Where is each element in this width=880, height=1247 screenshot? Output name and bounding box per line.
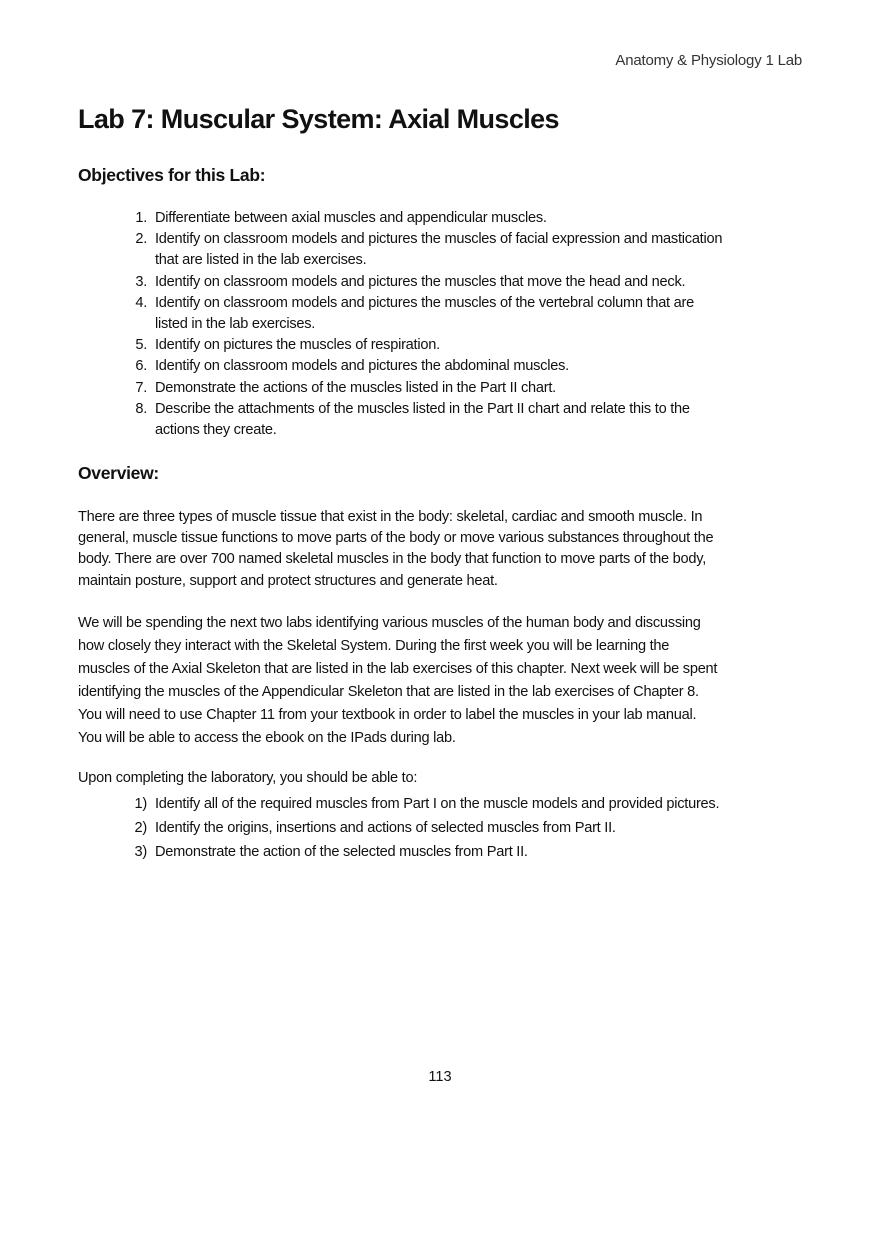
paragraph-line: maintain posture, support and protect structures and generate heat. [78, 572, 498, 589]
objective-item [120, 229, 722, 271]
objective-item [120, 208, 722, 229]
objective-text-line: Identify on classroom models and pictures the muscles of the vertebral column that are [155, 294, 695, 311]
objective-text-line: Differentiate between axial muscles and appendicular muscles. [155, 210, 547, 226]
objective-number: 4. [135, 294, 147, 311]
outcome-item [120, 817, 719, 841]
objective-text-line: listed in the lab exercises. [155, 316, 316, 333]
outcome-item [120, 841, 719, 865]
outcome-number: 3) [134, 843, 147, 860]
paragraph-line: We will be spending the next two labs identifying various muscles of the human body and discussing [78, 615, 701, 631]
overview-heading: Overview: [78, 463, 159, 483]
page-title: Lab 7: Muscular System: Axial Muscles [78, 104, 559, 134]
objective-text-line: actions they create. [155, 422, 277, 439]
paragraph-line: You will be able to access the ebook on the IPads during lab. [78, 729, 456, 746]
outcomes-intro: Upon completing the laboratory, you should be able to: [78, 770, 418, 786]
page-number: 113 [428, 1069, 452, 1085]
outcome-text: Identify the origins, insertions and actions of selected muscles from Part II. [155, 819, 616, 836]
objective-text-line: Identify on classroom models and pictures the muscles that move the head and neck. [155, 273, 686, 290]
outcome-number: 2) [134, 819, 147, 836]
objective-text-line: Identify on pictures the muscles of respiration. [155, 337, 440, 354]
objective-number: 7. [135, 379, 147, 396]
paragraph-line: body. There are over 700 named skeletal muscles in the body that function to move parts of the body, [78, 551, 707, 568]
objective-text-line: Identify on classroom models and pictures the muscles of facial expression and mastication [155, 231, 723, 248]
objective-text-line: Identify on classroom models and pictures the abdominal muscles. [155, 358, 569, 375]
paragraph-line: identifying the muscles of the Appendicular Skeleton that are listed in the lab exercises of Chapter 8. [78, 683, 699, 700]
objective-number: 3. [135, 273, 147, 290]
objective-number: 6. [135, 358, 147, 375]
running-header: Anatomy & Physiology 1 Lab [615, 52, 802, 69]
objectives-heading: Objectives for this Lab: [78, 165, 266, 185]
objective-text-line: that are listed in the lab exercises. [155, 252, 367, 269]
paragraph-line: muscles of the Axial Skeleton that are listed in the lab exercises of this chapter. Next week will be spent [78, 660, 718, 677]
objective-number: 1. [135, 210, 147, 226]
outcome-item [120, 793, 719, 817]
objective-number: 8. [135, 400, 147, 417]
objective-item [120, 378, 722, 399]
objective-item [120, 293, 722, 335]
paragraph-line: You will need to use Chapter 11 from your textbook in order to label the muscles in your lab manual. [78, 706, 697, 723]
objective-item [120, 272, 722, 293]
paragraph-line: general, muscle tissue functions to move parts of the body or move various substances throughout the [78, 530, 714, 547]
paragraph-line: how closely they interact with the Skeletal System. During the first week you will be learning the [78, 637, 670, 654]
overview-paragraph-2 [78, 612, 717, 749]
objectives-list [120, 208, 722, 441]
objective-text-line: Describe the attachments of the muscles listed in the Part II chart and relate this to the [155, 400, 690, 417]
objective-item [120, 356, 722, 377]
objective-number: 5. [135, 337, 147, 354]
outcome-text: Demonstrate the action of the selected muscles from Part II. [155, 843, 528, 860]
overview-paragraph-1 [78, 507, 713, 592]
outcomes-list [120, 793, 719, 864]
objective-item [120, 399, 722, 441]
objective-number: 2. [135, 231, 147, 248]
objective-text-line: Demonstrate the actions of the muscles listed in the Part II chart. [155, 379, 556, 396]
paragraph-line: There are three types of muscle tissue that exist in the body: skeletal, cardiac and smooth muscle. In [78, 509, 703, 525]
outcome-text: Identify all of the required muscles from Part I on the muscle models and provided pictures. [155, 796, 720, 812]
objective-item [120, 335, 722, 356]
outcome-number: 1) [134, 796, 147, 812]
